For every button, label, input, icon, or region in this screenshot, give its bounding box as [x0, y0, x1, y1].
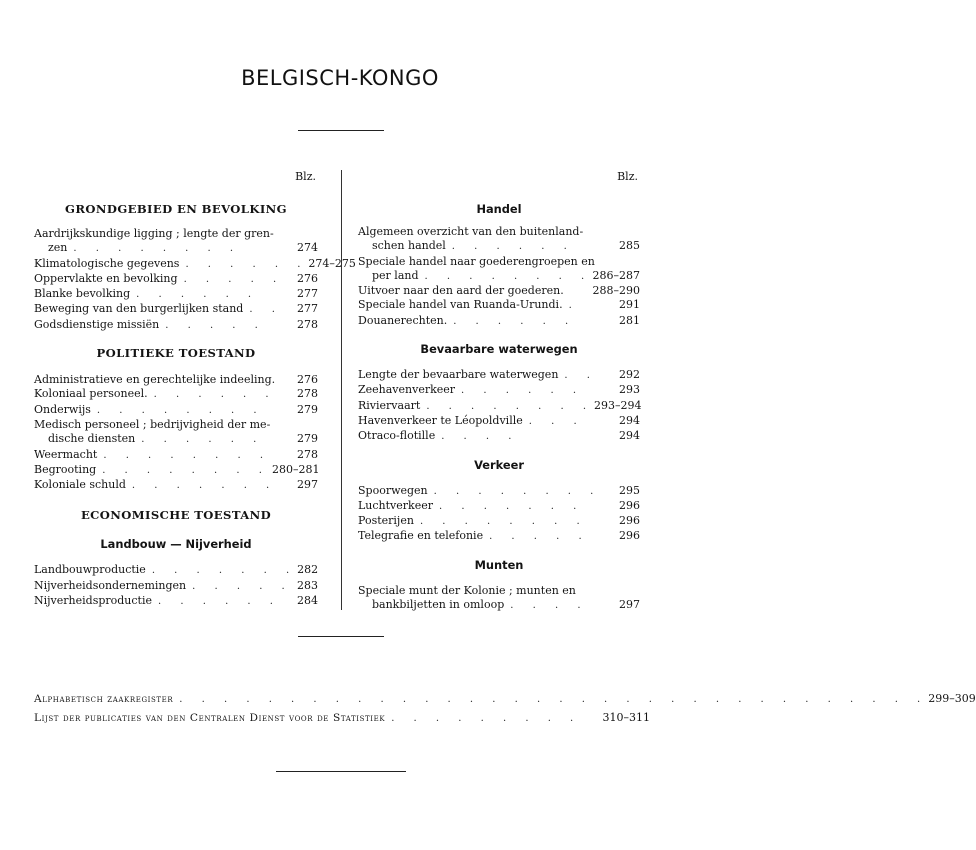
leader-dots: . . . . . . [136, 289, 260, 301]
toc-entry-label: Riviervaart [358, 398, 421, 412]
toc-entry[interactable] [34, 418, 318, 432]
index-entry-page: 299–309 [928, 692, 976, 705]
leader-dots: . . . . [510, 600, 589, 612]
leader-dots: . . . . . . . . [424, 270, 593, 282]
toc-entry[interactable] [358, 399, 640, 414]
toc-entry[interactable] [34, 478, 318, 493]
index-list [34, 690, 976, 728]
toc-entry[interactable] [34, 403, 318, 418]
toc-entry[interactable] [358, 529, 640, 544]
toc-entry[interactable] [34, 448, 318, 463]
leader-dots: . . . . . . . . [73, 243, 242, 255]
toc-entry-label: Nijverheidsproductie [34, 594, 152, 608]
toc-entry-page: 296 [619, 514, 640, 528]
leader-dots: . . . . . . [461, 385, 585, 397]
toc-entry-page: 294 [619, 429, 640, 443]
leader-dots: . . . . . [489, 531, 590, 543]
toc-entry[interactable] [358, 368, 640, 383]
toc-entry-page: 285 [619, 239, 640, 253]
subheading-landbouw: Landbouw — Nijverheid [100, 537, 252, 552]
toc-entry-page: 281 [619, 313, 640, 327]
toc-entry-label: Beweging van den burgerlijken stand [34, 302, 244, 316]
leader-dots: . . . . . . . . [426, 400, 594, 412]
leader-dots: . . . . . . . . [433, 485, 602, 497]
bottom-rule [276, 771, 406, 772]
toc-entry-page: 288–290 [592, 284, 640, 298]
toc-entry[interactable] [358, 284, 640, 298]
toc-entry-page: 274–275 [308, 256, 356, 270]
toc-entry[interactable] [34, 387, 318, 402]
toc-entry-label: Weermacht [34, 447, 98, 461]
leader-dots: . [568, 300, 580, 312]
toc-entry-label: Oppervlakte en bevolking [34, 271, 178, 285]
leader-dots: . . . . . . . . [103, 449, 272, 461]
toc-entry[interactable] [358, 225, 640, 239]
toc-entry[interactable] [358, 298, 640, 313]
index-entry-page: 310–311 [602, 711, 650, 724]
column-divider [341, 170, 342, 610]
toc-entry-page: 293–294 [594, 398, 642, 412]
toc-entry[interactable] [358, 484, 640, 499]
section-heading-verkeer: Verkeer [474, 457, 524, 472]
toc-entry-page: 286–287 [592, 268, 640, 282]
toc-entry-label: Lengte der bevaarbare waterwegen [358, 368, 559, 382]
toc-entry-label: per land [372, 268, 419, 282]
toc-entry-page: 276 [297, 373, 318, 387]
left-column [34, 170, 356, 609]
toc-entry-label: Onderwijs [34, 402, 91, 416]
toc-entry-page: 292 [619, 368, 640, 382]
toc-entry[interactable] [34, 432, 318, 447]
toc-entry-page: 296 [619, 498, 640, 512]
leader-dots: . . [249, 304, 283, 316]
toc-entry-label: Klimatologische gegevens [34, 256, 180, 270]
toc-entry-page: 279 [297, 432, 318, 446]
toc-entry-page: 277 [297, 287, 318, 301]
toc-entry-label: bankbiljetten in omloop [372, 598, 505, 612]
toc-entry-label: Nijverheidsondernemingen [34, 578, 187, 592]
toc-entry[interactable] [358, 383, 640, 398]
toc-entry[interactable] [358, 269, 640, 284]
leader-dots: . . . . . . . . [96, 404, 265, 416]
toc-entry[interactable] [358, 598, 640, 613]
toc-entry-label: Koloniale schuld [34, 478, 126, 492]
toc-entry-label: Posterijen [358, 514, 414, 528]
leader-dots: . . . . . . [451, 241, 575, 253]
toc-entry-label: Spoorwegen [358, 483, 428, 497]
toc-entry-page: 279 [297, 402, 318, 416]
toc-entry-label: Zeehavenverkeer [358, 383, 456, 397]
toc-entry-label: Blanke bevolking [34, 287, 131, 301]
toc-entry[interactable] [34, 579, 318, 594]
leader-dots: . . . . . . [141, 434, 265, 446]
toc-entry-label: Speciale handel naar goederengroepen en [358, 254, 595, 268]
leader-dots: . . . [528, 415, 585, 427]
toc-entry-label: Havenverkeer te Léopoldville [358, 413, 523, 427]
index-entry-label: Lijst der publicaties van den Centralen Dienst voor de Statistiek [34, 712, 386, 724]
leader-dots: . . . . . [183, 273, 285, 285]
toc-entry-label: Luchtverkeer [358, 498, 433, 512]
leader-dots: . . . . . . [453, 315, 577, 327]
toc-entry-page: 274 [297, 241, 318, 255]
page-title: BELGISCH-KONGO [241, 66, 439, 90]
section-heading-grondgebied: GRONDGEBIED EN BEVOLKING [65, 202, 287, 216]
toc-entry-label: Algemeen overzicht van den buitenland- [358, 225, 584, 238]
toc-entry-label: Uitvoer naar den aard der goederen. [358, 284, 564, 298]
leader-dots: . . . . . . . [438, 500, 585, 512]
leader-dots: . . . . [441, 431, 520, 443]
title-rule [298, 130, 384, 131]
toc-entry[interactable] [358, 314, 640, 329]
index-entry[interactable] [34, 709, 650, 728]
section-heading-waterwegen: Bevaarbare waterwegen [420, 342, 578, 357]
politieke-list [34, 373, 318, 493]
grondgebied-list [34, 227, 356, 333]
toc-entry-label: Otraco-flotille [358, 429, 436, 443]
leader-dots: . . . . . . [153, 389, 277, 401]
toc-entry-label: schen handel [372, 239, 446, 253]
toc-entry-label: Speciale munt der Kolonie ; munten en [358, 583, 576, 597]
toc-entry-page: 278 [297, 447, 318, 461]
blz-label-left: Blz. [295, 170, 316, 183]
toc-entry[interactable] [34, 241, 318, 256]
economische-list [34, 563, 318, 609]
toc-entry-page: 278 [297, 387, 318, 401]
leader-dots: . . . . . [165, 319, 266, 331]
leader-dots: . . . . . . . [131, 480, 278, 492]
verkeer-list [358, 484, 640, 545]
index-entry[interactable] [34, 690, 976, 709]
toc-entry-label: Douanerechten. [358, 313, 448, 327]
toc-entry-label: Administratieve en gerechtelijke indeeling. [34, 373, 276, 387]
toc-entry[interactable] [34, 256, 356, 272]
toc-entry-label: Speciale handel van Ruanda-Urundi. [358, 298, 563, 312]
toc-entry-page: 280–281 [272, 462, 320, 476]
toc-entry-page: 297 [297, 478, 318, 492]
toc-entry[interactable] [34, 302, 318, 317]
toc-entry[interactable] [358, 429, 640, 444]
toc-entry-page: 293 [619, 383, 640, 397]
toc-entry-label: Medisch personeel ; bedrijvigheid der me- [34, 417, 271, 431]
toc-entry-label: Aardrijkskundige ligging ; lengte der gren- [34, 227, 274, 240]
toc-entry-page: 291 [619, 298, 640, 312]
toc-entry[interactable] [358, 499, 640, 514]
toc-entry[interactable] [358, 414, 640, 429]
leader-dots: . . [564, 370, 598, 382]
toc-entry[interactable] [34, 594, 318, 609]
section-heading-handel: Handel [476, 202, 522, 216]
toc-entry[interactable] [34, 563, 318, 578]
leader-dots: . . . . . . [158, 596, 281, 608]
toc-entry-page: 283 [297, 578, 318, 592]
toc-entry[interactable] [34, 463, 318, 478]
section-rule [298, 636, 384, 637]
munten-list [358, 584, 640, 614]
toc-entry-label: Begrooting [34, 462, 97, 476]
leader-dots: . . . . . . . [151, 565, 298, 577]
section-heading-economische: ECONOMISCHE TOESTAND [80, 508, 272, 523]
toc-entry-page: 297 [619, 598, 640, 612]
leader-dots: . . . . . . . . . . . . . . . . . . . . . . . . . . . . . . . . . . [179, 694, 929, 705]
toc-entry[interactable] [358, 514, 640, 529]
leader-dots: . . . . . [192, 580, 293, 592]
waterwegen-list [358, 368, 640, 444]
toc-entry[interactable] [34, 373, 318, 387]
toc-entry-page: 295 [619, 483, 640, 497]
right-column [358, 170, 640, 613]
toc-entry[interactable] [34, 227, 318, 241]
toc-entry-label: Telegrafie en telefonie [358, 529, 484, 543]
toc-entry[interactable] [34, 272, 318, 287]
toc-entry[interactable] [34, 318, 318, 333]
toc-entry-label: Godsdienstige missiën [34, 317, 160, 331]
leader-dots: . . . . . . . . [102, 464, 270, 476]
toc-entry-page: 278 [297, 317, 318, 331]
toc-entry-page: 284 [297, 594, 318, 608]
leader-dots: . . . . . . [185, 258, 309, 270]
leader-dots: . . . . . . . . [419, 516, 588, 528]
toc-entry[interactable] [34, 287, 318, 302]
toc-entry-page: 282 [297, 563, 319, 577]
leader-dots: . . . . . . . . . [391, 713, 582, 724]
section-heading-munten: Munten [474, 557, 524, 572]
toc-entry[interactable] [358, 239, 640, 254]
handel-list [358, 225, 640, 329]
toc-entry-label: dische diensten [48, 432, 136, 446]
toc-entry-page: 276 [297, 271, 318, 285]
toc-entry[interactable] [358, 255, 640, 269]
blz-label-right: Blz. [617, 170, 638, 183]
toc-entry[interactable] [358, 584, 640, 598]
toc-entry-page: 294 [619, 413, 640, 427]
toc-entry-label: Koloniaal personeel. [34, 387, 148, 401]
toc-entry-page: 296 [619, 529, 640, 543]
index-entry-label: Alphabetisch zaakregister [34, 693, 174, 705]
toc-entry-page: 277 [297, 302, 318, 316]
section-heading-politieke: POLITIEKE TOESTAND [96, 346, 256, 361]
toc-entry-label: Landbouwproductie [34, 563, 146, 577]
toc-entry-label: zen [48, 241, 68, 255]
